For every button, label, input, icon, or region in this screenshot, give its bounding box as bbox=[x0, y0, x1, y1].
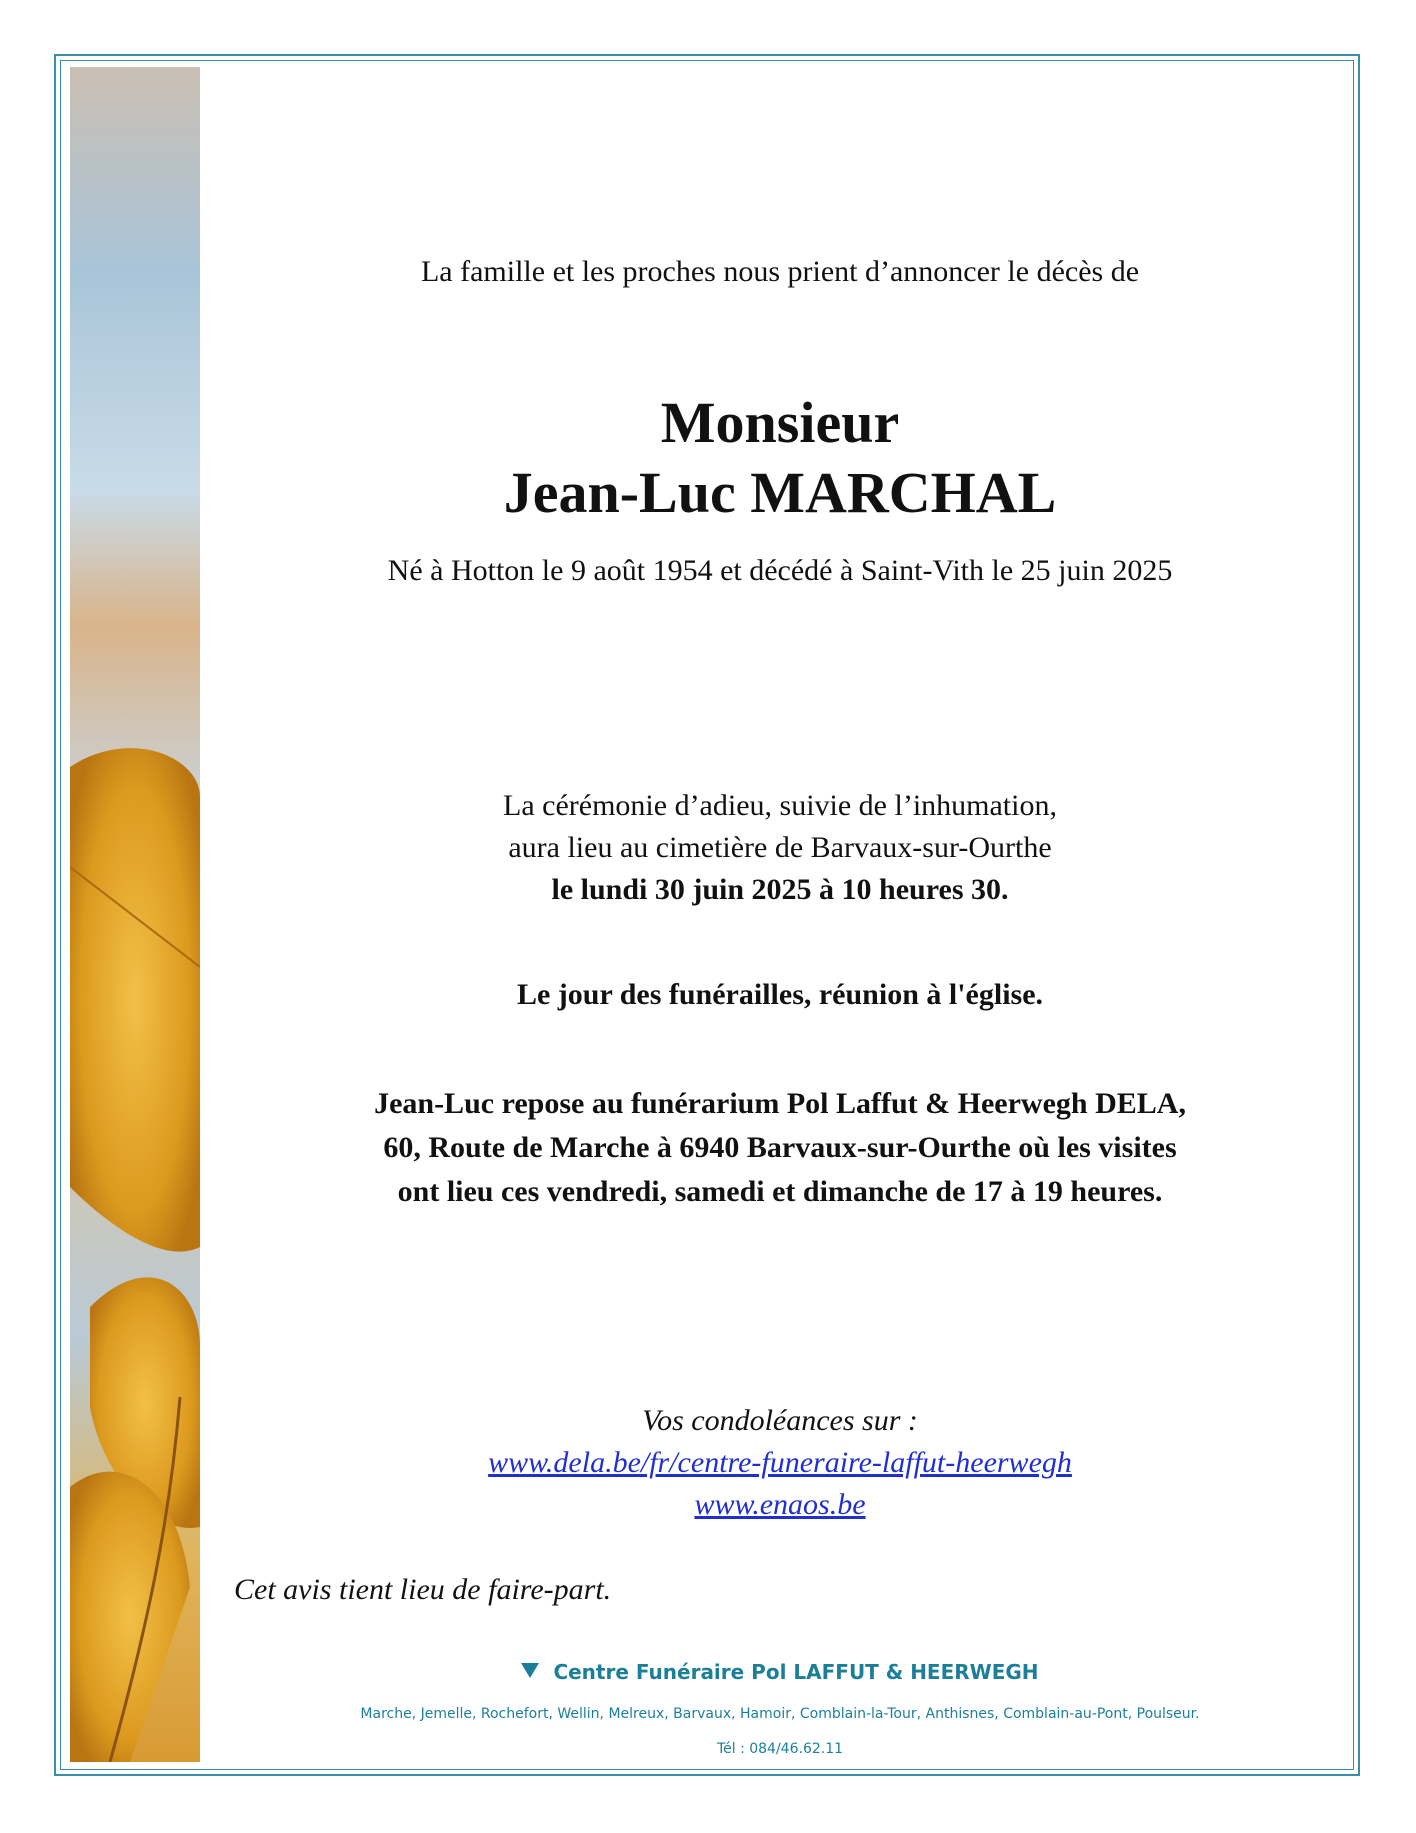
gathering-text: Le jour des funérailles, réunion à l'église. bbox=[516, 978, 1044, 1011]
funeral-home-locations: Marche, Jemelle, Rochefort, Wellin, Melreux, Barvaux, Hamoir, Comblain-la-Tour, Anthisnes, Comblain-au-Pont, Poulseur. bbox=[360, 1706, 1200, 1722]
funeral-home-name bbox=[210, 1660, 1350, 1684]
funeral-home-label: Centre Funéraire Pol LAFFUT & HEERWEGH bbox=[553, 1660, 1039, 1684]
faire-part-note: Cet avis tient lieu de faire-part. bbox=[234, 1573, 612, 1606]
repose-block bbox=[210, 1082, 1350, 1214]
condolences-link-dela[interactable]: www.dela.be/fr/centre-funeraire-laffut-heerwegh bbox=[488, 1446, 1072, 1479]
deceased-title bbox=[210, 388, 1350, 528]
condolences-label: Vos condoléances sur : bbox=[642, 1404, 918, 1437]
autumn-leaves-image bbox=[70, 67, 200, 1762]
ceremony-line-1: La cérémonie d’adieu, suivie de l’inhumation, bbox=[503, 789, 1057, 822]
condolences-link-enaos[interactable]: www.enaos.be bbox=[694, 1488, 866, 1521]
ceremony-date: le lundi 30 juin 2025 à 10 heures 30. bbox=[551, 873, 1009, 906]
repose-line-3: ont lieu ces vendredi, samedi et dimanche de 17 à 19 heures. bbox=[397, 1175, 1163, 1208]
deceased-name: Jean-Luc MARCHAL bbox=[503, 460, 1057, 525]
triangle-down-icon bbox=[521, 1663, 539, 1678]
ceremony-line-2: aura lieu au cimetière de Barvaux-sur-Ourthe bbox=[508, 831, 1052, 864]
ceremony-block bbox=[210, 785, 1350, 911]
repose-line-2: 60, Route de Marche à 6940 Barvaux-sur-Ourthe où les visites bbox=[383, 1131, 1177, 1164]
birth-death-line: Né à Hotton le 9 août 1954 et décédé à Saint-Vith le 25 juin 2025 bbox=[387, 554, 1173, 587]
intro-text: La famille et les proches nous prient d’annoncer le décès de bbox=[420, 255, 1140, 288]
funeral-home-phone: Tél : 084/46.62.11 bbox=[716, 1741, 844, 1757]
civility: Monsieur bbox=[660, 390, 900, 455]
condolences-block bbox=[210, 1400, 1350, 1526]
repose-line-1: Jean-Luc repose au funérarium Pol Laffut & Heerwegh DELA, bbox=[374, 1087, 1186, 1120]
